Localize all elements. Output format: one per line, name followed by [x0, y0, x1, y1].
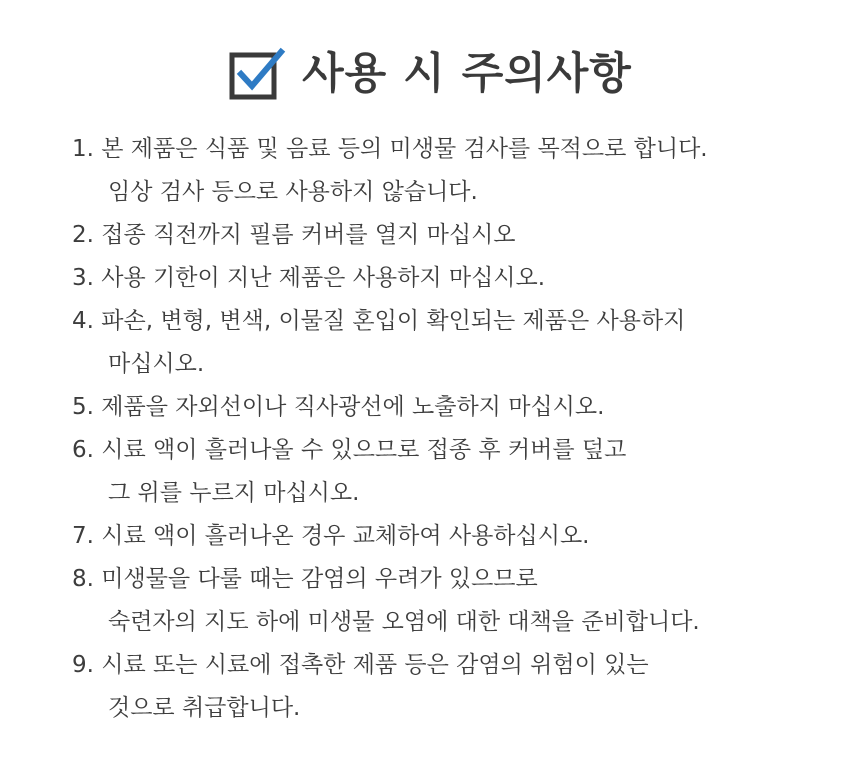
item-text-continued: 마십시오. [108, 351, 205, 377]
item-number: 5. [72, 394, 94, 420]
page-title: 사용 시 주의사항 [302, 49, 632, 99]
list-item [72, 429, 832, 515]
list-item [72, 257, 832, 300]
item-text: 시료 액이 흘러나올 수 있으므로 접종 후 커버를 덮고 [101, 437, 627, 463]
item-text: 사용 기한이 지난 제품은 사용하지 마십시오. [101, 265, 546, 291]
item-number: 8. [72, 566, 94, 592]
item-text-continued: 것으로 취급합니다. [108, 695, 301, 721]
item-number: 7. [72, 523, 94, 549]
list-item [72, 644, 832, 730]
list-item [72, 515, 832, 558]
item-text: 본 제품은 식품 및 음료 등의 미생물 검사를 목적으로 합니다. [101, 136, 708, 162]
item-text: 미생물을 다룰 때는 감염의 우려가 있으므로 [101, 566, 538, 592]
list-item [72, 300, 832, 386]
item-text: 접종 직전까지 필름 커버를 열지 마십시오 [101, 222, 516, 248]
header [0, 44, 860, 104]
item-number: 1. [72, 136, 94, 162]
item-text: 시료 또는 시료에 접촉한 제품 등은 감염의 위험이 있는 [101, 652, 649, 678]
item-text-continued: 그 위를 누르지 마십시오. [108, 480, 360, 506]
item-text-continued: 숙련자의 지도 하에 미생물 오염에 대한 대책을 준비합니다. [108, 609, 700, 635]
list-item [72, 386, 832, 429]
item-text: 시료 액이 흘러나온 경우 교체하여 사용하십시오. [101, 523, 590, 549]
checkbox-checked-icon [228, 44, 288, 104]
item-number: 2. [72, 222, 94, 248]
item-text-continued: 임상 검사 등으로 사용하지 않습니다. [108, 179, 478, 205]
item-number: 6. [72, 437, 94, 463]
item-number: 3. [72, 265, 94, 291]
item-number: 9. [72, 652, 94, 678]
list-item [72, 558, 832, 644]
item-number: 4. [72, 308, 94, 334]
precautions-list [72, 128, 832, 730]
list-item [72, 214, 832, 257]
list-item [72, 128, 832, 214]
item-text: 제품을 자외선이나 직사광선에 노출하지 마십시오. [101, 394, 605, 420]
item-text: 파손, 변형, 변색, 이물질 혼입이 확인되는 제품은 사용하지 [101, 308, 686, 334]
